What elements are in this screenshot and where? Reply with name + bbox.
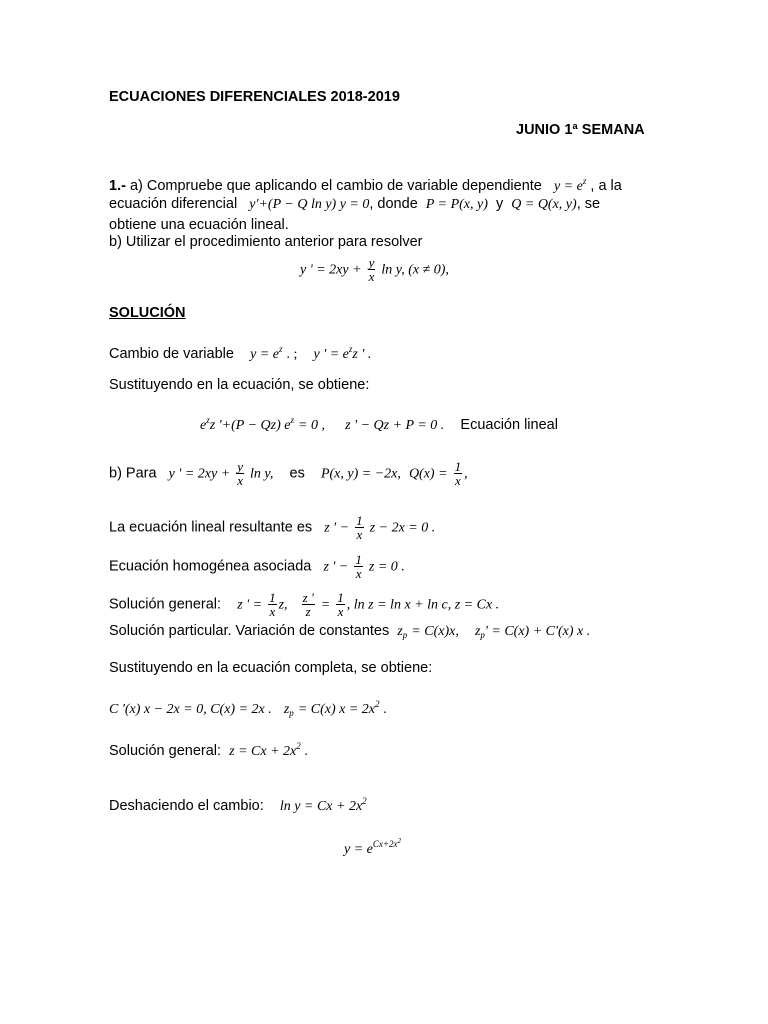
step-label: Solución general: (109, 596, 222, 613)
denominator: x (454, 473, 461, 488)
differential-equation: y'+(P − Q ln y) y = 0 (249, 197, 370, 212)
subscript: p (289, 708, 294, 718)
equation-fragment: z ' − (324, 520, 350, 536)
exponent: z (290, 415, 294, 425)
fraction (355, 514, 364, 541)
equation-fragment: e (200, 418, 207, 433)
numerator: 1 (355, 552, 362, 567)
step-label: La ecuación lineal resultante es (109, 519, 313, 536)
fraction (336, 591, 345, 618)
numerator: 1 (356, 513, 363, 528)
part-a-text: a) Compruebe que aplicando el cambio de variable dependiente (125, 178, 542, 194)
exponent (373, 839, 401, 849)
equation-fragment: z − 2x = 0 . (369, 520, 436, 536)
solution-step-8 (109, 622, 590, 644)
fraction (268, 591, 277, 618)
equation-fragment: z (474, 624, 481, 639)
equation-fragment: y ' = 2xy + (300, 262, 362, 278)
exponent: z (278, 344, 283, 354)
solution-step-6 (109, 553, 405, 580)
equation-fragment: , ln z = ln x + ln c, z = Cx . (346, 597, 500, 613)
equation-fragment: z '+(P − Qz) e (209, 418, 291, 433)
solution-step-9: Sustituyendo en la ecuación completa, se obtiene: (109, 660, 433, 676)
subscript: p (480, 630, 485, 640)
document-title: ECUACIONES DIFERENCIALES 2018-2019 (109, 89, 400, 105)
numerator: 1 (337, 590, 344, 605)
equation-fragment: ln y, (250, 466, 274, 482)
denominator: x (355, 566, 362, 581)
text-fragment: y (495, 196, 504, 212)
solution-step-1 (109, 340, 371, 364)
numerator: y (368, 255, 375, 270)
problem-number: 1.- (109, 178, 126, 194)
session-label: JUNIO 1ª SEMANA (516, 122, 645, 138)
denominator: x (269, 604, 276, 619)
exponent: 2 (362, 796, 367, 806)
equation-fragment: z (283, 702, 290, 717)
q-value: Q(x) = (408, 466, 448, 482)
numerator: y (237, 459, 243, 474)
p-value: P(x, y) = −2x, (320, 466, 401, 482)
step-label: b) Para (109, 465, 157, 482)
part-b-equation (300, 256, 449, 283)
text-fragment: es (289, 465, 305, 482)
equation-fragment: y ' = e (313, 347, 349, 362)
equation-fragment: z (397, 624, 403, 639)
equation-fragment: = (320, 597, 331, 613)
q-definition: Q = Q(x, y) (511, 197, 577, 212)
equation-fragment: = C(x)x, (411, 624, 459, 639)
text-fragment: , se (576, 196, 601, 212)
solution-step-4 (109, 460, 468, 487)
fraction (236, 460, 244, 487)
exponent: 2 (296, 741, 301, 751)
fraction (368, 256, 376, 283)
step-label: Cambio de variable (109, 346, 234, 362)
p-definition: P = P(x, y) (425, 197, 488, 212)
equation-fragment: y = e (344, 842, 373, 857)
equation-fragment: z = 0 . (368, 559, 405, 575)
final-solution (344, 832, 401, 859)
numerator: 1 (269, 590, 276, 605)
equation-fragment: = C(x) x = 2x (297, 702, 376, 717)
denominator: z (305, 604, 311, 619)
equation-fragment: . (383, 702, 388, 717)
fraction (354, 553, 363, 580)
equation-fragment: y ' = 2xy + (168, 466, 231, 482)
step-label: Deshaciendo el cambio: (109, 798, 264, 814)
numerator: 1 (454, 459, 462, 474)
step-label: Solución particular. Variación de constantes (109, 623, 390, 639)
fraction (302, 591, 315, 618)
subscript: p (402, 630, 408, 640)
equation-fragment: z ' − (323, 559, 349, 575)
solution-step-5 (109, 514, 435, 541)
exponent-power: 2 (397, 837, 401, 845)
equation-fragment: z, (278, 597, 288, 613)
problem-line-2 (109, 195, 600, 214)
solution-step-2: Sustituyendo en la ecuación, se obtiene: (109, 377, 370, 393)
equation-fragment: ln y = Cx + 2x (279, 799, 363, 814)
separator: . ; (286, 347, 298, 362)
linear-equation: z ' − Qz + P = 0 . (345, 418, 445, 433)
solution-step-10 (109, 695, 387, 722)
solution-step-3 (200, 411, 558, 435)
denominator: x (356, 527, 363, 542)
problem-line-1 (109, 172, 622, 196)
equation-fragment: = 0 , (298, 418, 325, 433)
solution-step-12 (109, 792, 367, 816)
exponent-base: Cx+2x (372, 839, 398, 849)
equation-fragment: y = e (250, 347, 279, 362)
general-solution: z = Cx + 2x (229, 744, 297, 759)
fraction (454, 460, 463, 487)
denominator: x (337, 604, 344, 619)
change-variable-eq: y = e (553, 179, 583, 194)
text-fragment: , a la (590, 178, 622, 194)
exponent: 2 (375, 699, 380, 709)
numerator: z ' (302, 590, 314, 605)
problem-line-3: obtiene una ecuación lineal. (109, 217, 289, 233)
equation-fragment: , (464, 466, 468, 482)
equation-fragment: z ' = (237, 597, 263, 613)
equation-fragment: ln y, (x ≠ 0), (381, 262, 449, 278)
solution-heading: SOLUCIÓN (109, 305, 186, 321)
equation-fragment: ' = C(x) + C'(x) x . (484, 624, 591, 639)
exponent: z (582, 176, 587, 186)
exponent: z (348, 344, 353, 354)
step-label: Solución general: (109, 743, 222, 759)
step-label: Ecuación lineal (460, 417, 558, 433)
text-fragment: , donde (369, 196, 418, 212)
equation-fragment: z ' . (352, 347, 372, 362)
solution-step-11 (109, 737, 308, 761)
exponent: z (206, 415, 210, 425)
part-b-text: b) Utilizar el procedimiento anterior para resolver (109, 234, 423, 250)
step-label: Ecuación homogénea asociada (109, 558, 312, 575)
denominator: x (237, 473, 243, 488)
solution-step-7 (109, 591, 499, 618)
equation-fragment: . (304, 744, 309, 759)
text-fragment: ecuación diferencial (109, 196, 238, 212)
denominator: x (368, 269, 375, 284)
equation-fragment: C '(x) x − 2x = 0, C(x) = 2x . (109, 702, 272, 717)
